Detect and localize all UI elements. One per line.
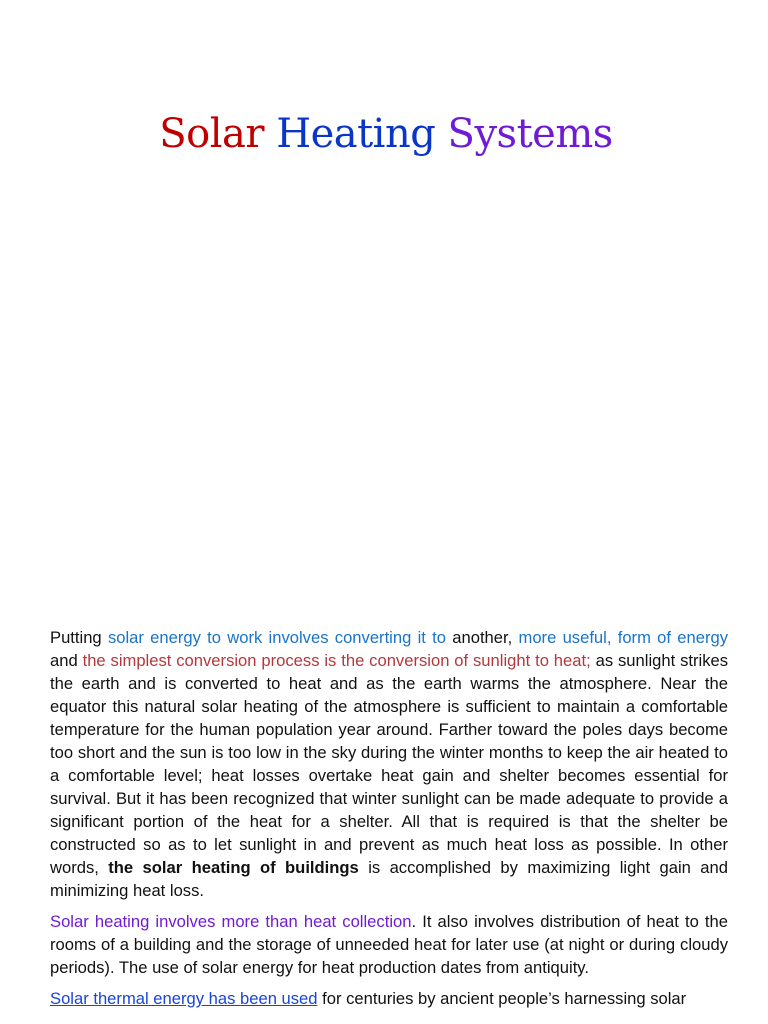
highlight-text: the simplest conversion process is the conversion of sunlight to heat; xyxy=(82,651,591,670)
text-run: is accomplished by maximizing light gain and minimizing heat loss. xyxy=(50,858,728,900)
text-run: . It also involves distribution of heat to the rooms of a building and the storage of unneeded heat for later use (at night or during cloudy periods). The use of solar energy for heat production dates from antiquity. xyxy=(50,912,728,977)
text-run: and xyxy=(50,651,83,670)
page-title xyxy=(0,108,768,160)
paragraph-2 xyxy=(50,910,728,979)
highlight-text: solar energy to work involves converting it to xyxy=(107,628,446,647)
highlight-text: Solar heating involves more than heat collection xyxy=(50,912,412,931)
text-run: for centuries by ancient people’s harnessing solar xyxy=(317,989,687,1008)
text-run: Putting xyxy=(50,628,108,647)
highlight-text: Solar thermal energy has been used xyxy=(50,989,318,1008)
text-run: as sunlight strikes the earth and is converted to heat and as the earth warms the atmosphere. Near the equator this natural solar heating of the atmosphere is sufficient to maintain a comfortable temperature for the human population year around. Farther toward the poles days become too short and the sun is too low in the sky during the winter months to keep the air heated to a comfortable level; heat losses overtake heat gain and shelter becomes essential for survival. But it has been recognized that winter sunlight can be made adequate to provide a significant portion of the heat for a shelter. All that is required is that the shelter be constructed so as to let sunlight in and prevent as much heat loss as possible. In other words, xyxy=(50,651,729,877)
highlight-text: more useful, form of energy xyxy=(518,628,729,647)
title-word-heating: Heating xyxy=(276,111,436,157)
text-run: another, xyxy=(446,628,519,647)
title-word-solar: Solar xyxy=(159,111,264,157)
body-text xyxy=(50,626,728,1018)
paragraph-1 xyxy=(50,626,728,902)
title-word-systems: Systems xyxy=(447,111,613,157)
bold-text: the solar heating of buildings xyxy=(108,858,359,877)
paragraph-3 xyxy=(50,987,728,1010)
